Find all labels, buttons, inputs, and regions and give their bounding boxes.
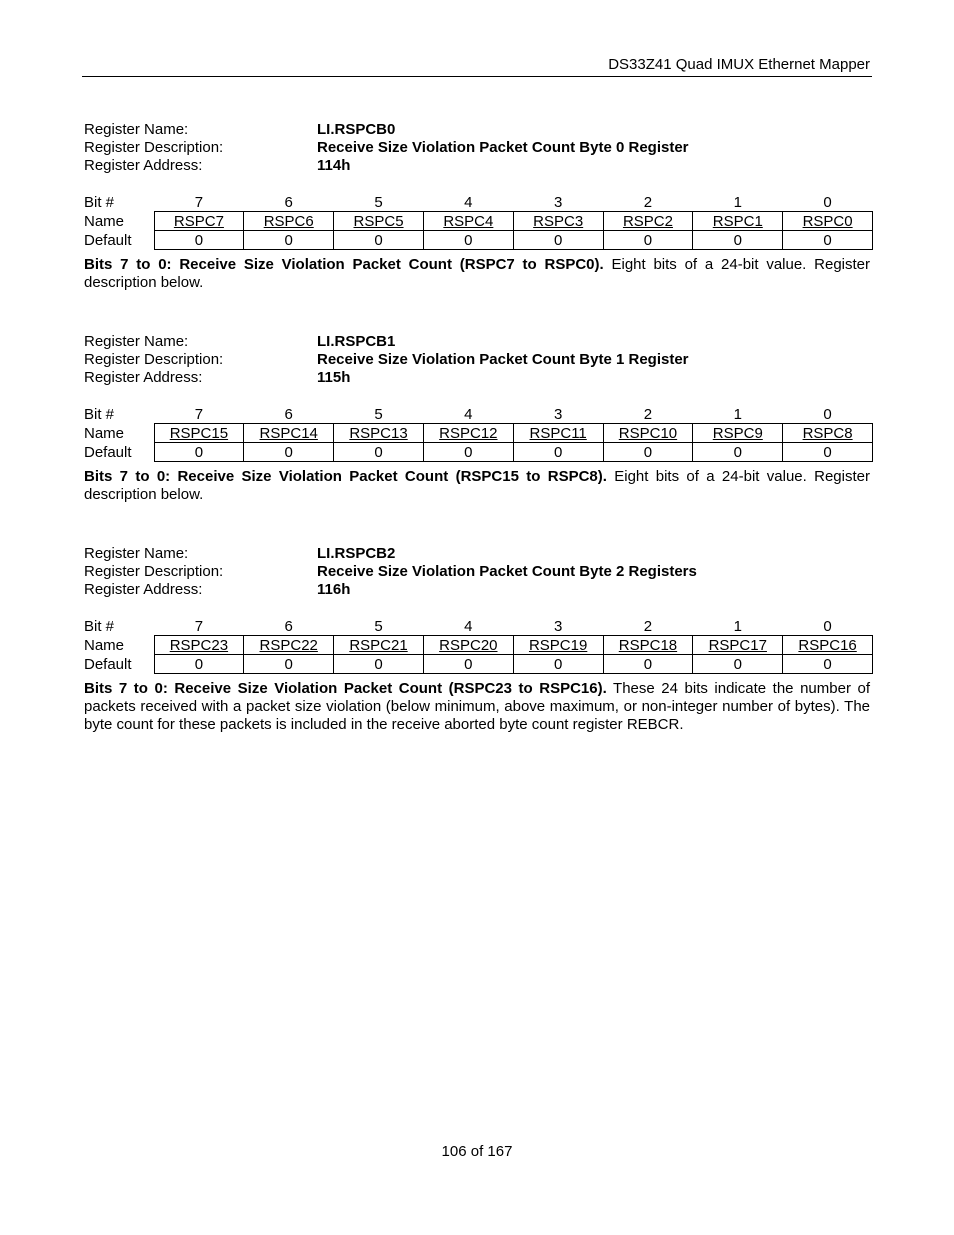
- bit-name-cell: [783, 424, 873, 443]
- bit-name: RSPC1: [712, 212, 763, 230]
- bit-number: 6: [284, 617, 293, 635]
- register-block: [84, 121, 872, 292]
- bit-name-cell: [693, 636, 783, 655]
- bit-number: 4: [464, 405, 473, 423]
- bit-name: RSPC4: [443, 212, 494, 230]
- register-name: LI.RSPCB1: [317, 333, 396, 350]
- bit-name: RSPC20: [439, 636, 498, 654]
- bit-default-cell: 0: [154, 443, 244, 462]
- bit-name: RSPC5: [353, 212, 404, 230]
- bit-name: RSPC11: [529, 424, 587, 442]
- name-label: Name: [84, 212, 125, 230]
- bit-name-cell: [603, 636, 693, 655]
- bit-default-cell: 0: [423, 443, 513, 462]
- bit-default-cell: 0: [513, 655, 603, 674]
- bit-table: [84, 405, 873, 462]
- bit-number: 5: [374, 617, 383, 635]
- register-name: LI.RSPCB2: [317, 545, 396, 562]
- bit-default-cell: 0: [244, 231, 334, 250]
- bit-name-cell: [603, 424, 693, 443]
- bit-description-heading: Bits 7 to 0: Receive Size Violation Packet Count (RSPC23 to RSPC16).: [84, 680, 607, 697]
- bit-name: RSPC2: [622, 212, 673, 230]
- bit-number: 3: [553, 405, 563, 423]
- bit-name-row: [84, 636, 873, 655]
- bit-default-cell: 0: [423, 655, 513, 674]
- register-address-label: Register Address:: [84, 581, 203, 598]
- bit-name-row: [84, 212, 873, 231]
- register-description: Receive Size Violation Packet Count Byte 1 Register: [317, 351, 689, 368]
- default-label: Default: [84, 655, 132, 673]
- bit-number: 4: [464, 193, 473, 211]
- bit-name: RSPC13: [349, 424, 408, 442]
- bit-number: 0: [823, 617, 832, 635]
- bit-default-row: [84, 443, 873, 462]
- bit-name: RSPC9: [712, 424, 763, 442]
- bit-name-cell: [783, 636, 873, 655]
- bit-default-cell: 0: [423, 231, 513, 250]
- register-address-label: Register Address:: [84, 157, 203, 174]
- register-description: Receive Size Violation Packet Count Byte 0 Register: [317, 139, 689, 156]
- bit-name-cell: [513, 636, 603, 655]
- bit-label: Bit #: [84, 617, 115, 635]
- bit-name-cell: [693, 212, 783, 231]
- bit-number: 2: [643, 405, 653, 423]
- bit-table: [84, 617, 873, 674]
- bit-default-cell: 0: [154, 655, 244, 674]
- register-block: [84, 333, 872, 504]
- bit-number: 3: [553, 193, 563, 211]
- bit-name: RSPC0: [802, 212, 853, 230]
- default-label: Default: [84, 231, 132, 249]
- bit-number: 5: [374, 193, 383, 211]
- register-description-label: Register Description:: [84, 563, 224, 580]
- bit-default-cell: 0: [693, 443, 783, 462]
- bit-default-row: [84, 655, 873, 674]
- bit-name-cell: [334, 424, 424, 443]
- bit-name: RSPC21: [349, 636, 408, 654]
- bit-name-cell: [603, 212, 693, 231]
- bit-default-cell: 0: [334, 655, 424, 674]
- register-name-label: Register Name:: [84, 121, 189, 138]
- bit-number: 2: [643, 193, 653, 211]
- bit-name: RSPC12: [439, 424, 498, 442]
- default-label: Default: [84, 443, 132, 461]
- bit-name-cell: [244, 212, 334, 231]
- register-block: [84, 545, 872, 734]
- bit-number: 1: [733, 617, 742, 635]
- bit-name-cell: [154, 636, 244, 655]
- bit-number: 4: [464, 617, 473, 635]
- bit-name: RSPC18: [618, 636, 678, 654]
- bit-name: RSPC23: [169, 636, 229, 654]
- bit-default-cell: 0: [603, 443, 693, 462]
- bit-name-cell: [334, 212, 424, 231]
- bit-name-cell: [423, 636, 513, 655]
- bit-name-cell: [513, 424, 603, 443]
- register-address-label: Register Address:: [84, 369, 203, 386]
- bit-name: RSPC6: [263, 212, 314, 230]
- bit-number: 2: [643, 617, 653, 635]
- bit-name: RSPC15: [169, 424, 229, 442]
- bit-number-row: [84, 617, 873, 636]
- bit-number-row: [84, 405, 873, 424]
- bit-name: RSPC10: [618, 424, 678, 442]
- bit-default-cell: 0: [154, 231, 244, 250]
- bit-name-cell: [154, 212, 244, 231]
- bit-description-heading: Bits 7 to 0: Receive Size Violation Packet Count (RSPC15 to RSPC8).: [84, 468, 607, 485]
- bit-number: 1: [733, 193, 742, 211]
- bit-name: RSPC7: [173, 212, 224, 230]
- bit-name-cell: [693, 424, 783, 443]
- bit-description-text: Eight bits of a 24-bit value. Register description below.: [84, 468, 870, 503]
- register-bit-description: [84, 680, 870, 734]
- register-address: 115h: [317, 369, 351, 386]
- bit-default-row: [84, 231, 873, 250]
- bit-description-text: Eight bits of a 24-bit value. Register description below.: [84, 256, 870, 291]
- bit-name: RSPC19: [528, 636, 588, 654]
- page-number: 106 of 167: [441, 1143, 513, 1160]
- bit-number: 5: [374, 405, 383, 423]
- header-title: DS33Z41 Quad IMUX Ethernet Mapper: [608, 56, 870, 73]
- bit-name-cell: [244, 636, 334, 655]
- register-address: 114h: [317, 157, 351, 174]
- bit-label: Bit #: [84, 405, 115, 423]
- bit-name: RSPC16: [798, 636, 857, 654]
- bit-default-cell: 0: [244, 655, 334, 674]
- bit-name-cell: [154, 424, 244, 443]
- bit-name: RSPC8: [802, 424, 853, 442]
- register-address: 116h: [317, 581, 351, 598]
- bit-name-cell: [513, 212, 603, 231]
- register-description-label: Register Description:: [84, 351, 224, 368]
- bit-default-cell: 0: [244, 443, 334, 462]
- bit-default-cell: 0: [783, 443, 873, 462]
- bit-name: RSPC14: [259, 424, 318, 442]
- bit-name-cell: [783, 212, 873, 231]
- bit-default-cell: 0: [783, 655, 873, 674]
- bit-name-cell: [423, 212, 513, 231]
- bit-number: 1: [733, 405, 742, 423]
- bit-description-text: These 24 bits indicate the number of packets received with a packet size violation (below minimum, above maximum, or non-integer number of bytes). The byte count for these packets is included in the receive aborted byte count register REBCR.: [84, 680, 870, 733]
- register-description-label: Register Description:: [84, 139, 224, 156]
- bit-name-cell: [334, 636, 424, 655]
- register-name-label: Register Name:: [84, 545, 189, 562]
- bit-default-cell: 0: [783, 231, 873, 250]
- register-info: [84, 333, 872, 387]
- register-info: [84, 121, 872, 175]
- bit-number: 3: [553, 617, 563, 635]
- bit-number: 7: [194, 193, 204, 211]
- bit-description-heading: Bits 7 to 0: Receive Size Violation Packet Count (RSPC7 to RSPC0).: [84, 256, 604, 273]
- register-bit-description: [84, 468, 870, 504]
- bit-default-cell: 0: [334, 443, 424, 462]
- bit-default-cell: 0: [693, 231, 783, 250]
- bit-name: RSPC17: [708, 636, 767, 654]
- bit-number: 7: [194, 405, 204, 423]
- bit-number: 6: [284, 193, 293, 211]
- register-bit-description: [84, 256, 870, 292]
- register-info: [84, 545, 872, 599]
- header-rule: [82, 76, 872, 77]
- register-name-label: Register Name:: [84, 333, 189, 350]
- register-name: LI.RSPCB0: [317, 121, 396, 138]
- bit-default-cell: 0: [513, 443, 603, 462]
- bit-number: 0: [823, 193, 832, 211]
- bit-label: Bit #: [84, 193, 115, 211]
- bit-number: 7: [194, 617, 204, 635]
- bit-default-cell: 0: [513, 231, 603, 250]
- name-label: Name: [84, 424, 125, 442]
- bit-number: 0: [823, 405, 832, 423]
- bit-default-cell: 0: [603, 655, 693, 674]
- bit-name: RSPC3: [533, 212, 584, 230]
- bit-name-cell: [423, 424, 513, 443]
- bit-default-cell: 0: [334, 231, 424, 250]
- bit-name: RSPC22: [259, 636, 318, 654]
- bit-number-row: [84, 193, 873, 212]
- name-label: Name: [84, 636, 125, 654]
- bit-name-cell: [244, 424, 334, 443]
- bit-default-cell: 0: [603, 231, 693, 250]
- bit-default-cell: 0: [693, 655, 783, 674]
- bit-table: [84, 193, 873, 250]
- bit-number: 6: [284, 405, 293, 423]
- bit-name-row: [84, 424, 873, 443]
- register-description: Receive Size Violation Packet Count Byte 2 Registers: [317, 563, 697, 580]
